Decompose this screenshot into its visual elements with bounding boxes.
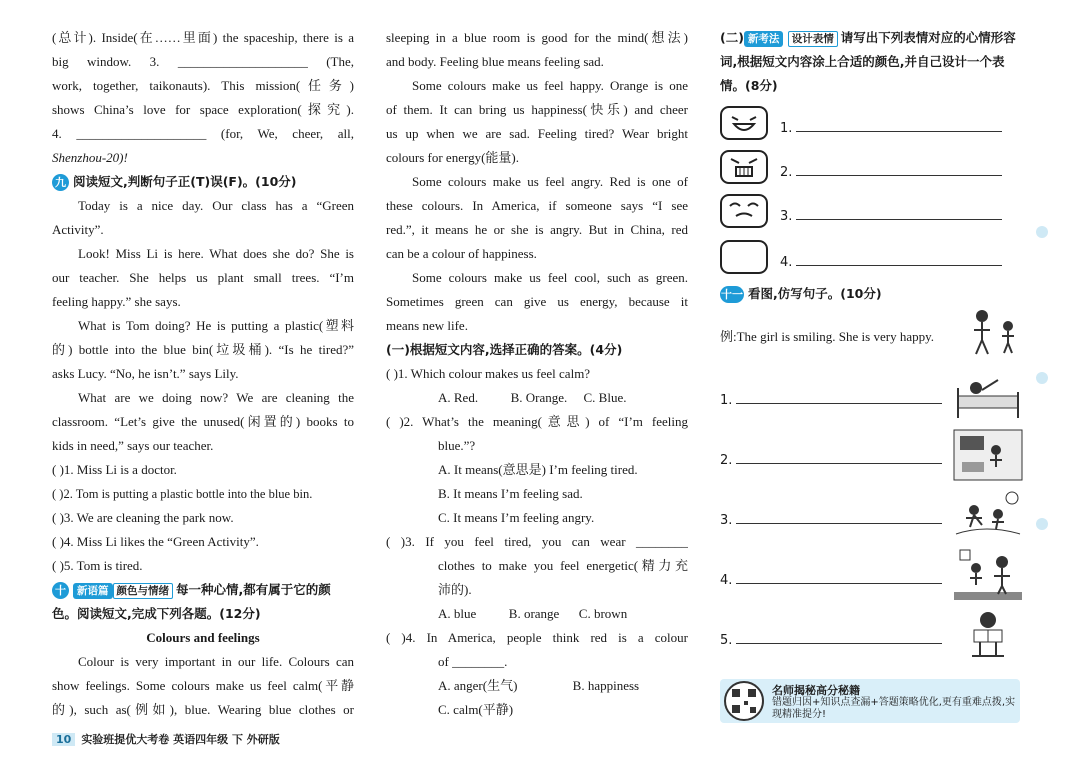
subsection-title-cont: 词,根据短文内容涂上合适的颜色,并自己设计一个表 bbox=[720, 54, 1005, 69]
mc-question-cont: clothes to make you feel energetic(精力充 bbox=[438, 558, 688, 573]
section-9-heading bbox=[52, 170, 354, 194]
tf-question[interactable]: ( )4. Miss Li likes the “Green Activity”. bbox=[52, 534, 259, 549]
section-title: 阅读短文,判断句子正(T)误(F)。(10分) bbox=[73, 174, 297, 189]
passage-line: classroom. “Let’s give the unused(闲置的) books to bbox=[52, 414, 354, 429]
section-11-heading bbox=[720, 282, 1024, 306]
passage-line: 的) bottle into the blue bin(垃圾桶). “Is he tired?” bbox=[52, 342, 354, 357]
face-number: 2. bbox=[780, 165, 793, 180]
passage-line: What is Tom doing? He is putting a plastic(塑料 bbox=[78, 318, 354, 333]
tips-title: 名师揭秘高分秘籍 bbox=[772, 684, 860, 697]
item-number: 5. bbox=[720, 633, 733, 648]
face-number: 4. bbox=[780, 255, 793, 270]
subsection-title: 请写出下列表情对应的心情形容 bbox=[840, 30, 1016, 45]
subsection-2-heading bbox=[720, 26, 1024, 50]
mc-option[interactable]: C. It means I’m feeling angry. bbox=[438, 510, 595, 525]
kids-running-illustration bbox=[952, 488, 1024, 542]
face-number: 1. bbox=[780, 121, 793, 136]
passage-line: of them. It can bring us happiness(快乐) and cheer bbox=[386, 102, 688, 117]
picture-item bbox=[720, 488, 1024, 546]
passage-line: these colours. In America, if someone says “I see bbox=[386, 198, 688, 213]
passage-line: Activity”. bbox=[52, 222, 104, 237]
face-item bbox=[720, 150, 1024, 186]
passage-line: us up when we are sad. Feeling tired? Wear bright bbox=[386, 126, 688, 141]
passage-line: asks Lucy. “No, he isn’t.” says Lily. bbox=[52, 366, 239, 381]
tf-question[interactable]: ( )2. Tom is putting a plastic bottle into the blue bin. bbox=[52, 487, 313, 501]
answer-blank[interactable] bbox=[736, 510, 942, 524]
text-line: 4. ____________________ (for, We, cheer, all, bbox=[52, 126, 354, 141]
story-title: Colours and feelings bbox=[146, 630, 260, 645]
angry-face-icon[interactable] bbox=[720, 150, 768, 184]
example-sentence: 例:The girl is smiling. She is very happy. bbox=[720, 329, 934, 344]
passage-line: feeling happy.” she says. bbox=[52, 294, 181, 309]
subsection-title-cont: 情。(8分) bbox=[720, 78, 778, 93]
picture-item bbox=[720, 548, 1024, 606]
mc-option[interactable]: B. It means I’m feeling sad. bbox=[438, 486, 583, 501]
mc-option[interactable]: C. calm(平静) bbox=[438, 702, 514, 717]
passage-line: our teacher. She helps us plant small trees. “I’m bbox=[52, 270, 354, 285]
passage-line: Some colours make us feel angry. Red is one of bbox=[412, 174, 688, 189]
mc-question[interactable]: ( )3. If you feel tired, you can wear ________ bbox=[386, 534, 688, 549]
passage-line: and body. Feeling blue means feeling sad. bbox=[386, 54, 604, 69]
section-10-heading bbox=[52, 578, 354, 602]
text-line: shows China’s love for space exploration(探究). bbox=[52, 102, 354, 117]
passage-line: show feelings. Some colours make us feel calm(平静 bbox=[52, 678, 354, 693]
new-method-tag: 新考法 bbox=[744, 31, 784, 47]
girl-smiling-illustration bbox=[952, 306, 1024, 360]
answer-blank[interactable] bbox=[736, 630, 942, 644]
passage-line: means new life. bbox=[386, 318, 468, 333]
answer-blank[interactable] bbox=[736, 570, 942, 584]
section-title: 看图,仿写句子。(10分) bbox=[748, 286, 882, 301]
passage-line: What are we doing now? We are cleaning the bbox=[78, 390, 354, 405]
column-middle bbox=[386, 26, 688, 722]
passage-line: 的), such as(例如), blue. Wearing blue clothes or bbox=[52, 702, 354, 717]
new-passage-tag: 新语篇 bbox=[73, 583, 113, 599]
text-line: work, together, taikonauts). This mission(任务) bbox=[52, 78, 354, 93]
tf-question[interactable]: ( )3. We are cleaning the park now. bbox=[52, 510, 234, 525]
section-number: 十 bbox=[52, 582, 69, 599]
column-left bbox=[52, 26, 354, 722]
item-number: 4. bbox=[720, 573, 733, 588]
picture-item bbox=[720, 428, 1024, 486]
boy-in-bed-illustration bbox=[952, 368, 1024, 422]
passage-line: Colour is very important in our life. Colours can bbox=[78, 654, 354, 669]
item-number: 2. bbox=[720, 453, 733, 468]
side-marker-icon bbox=[1036, 372, 1048, 384]
text-line: (总计). Inside(在……里面) the spaceship, there is a bbox=[52, 30, 354, 45]
text-line: Shenzhou-20)! bbox=[52, 150, 128, 165]
face-item bbox=[720, 240, 1024, 276]
mc-options[interactable]: A. anger(生气) B. happiness bbox=[438, 678, 640, 693]
item-number: 3. bbox=[720, 513, 733, 528]
picture-item bbox=[720, 608, 1024, 666]
column-right bbox=[720, 26, 1024, 676]
answer-blank[interactable] bbox=[796, 206, 1002, 220]
tf-question[interactable]: ( )5. Tom is tired. bbox=[52, 558, 143, 573]
face-item bbox=[720, 194, 1024, 230]
mc-question[interactable]: ( )2. What’s the meaning(意思) of “I’m feeling bbox=[386, 414, 688, 429]
item-number: 1. bbox=[720, 393, 733, 408]
classroom-illustration bbox=[952, 428, 1024, 482]
passage-line: red.”, it means he or she is angry. But in China, red bbox=[386, 222, 688, 237]
teacher-tips-box bbox=[720, 679, 1020, 723]
passage-line: kids in need,” says our teacher. bbox=[52, 438, 214, 453]
answer-blank[interactable] bbox=[796, 252, 1002, 266]
mc-question[interactable]: ( )1. Which colour makes us feel calm? bbox=[386, 366, 591, 381]
reading-girl-illustration bbox=[952, 608, 1024, 662]
passage-line: sleeping in a blue room is good for the mind(想法) bbox=[386, 30, 688, 45]
tf-question[interactable]: ( )1. Miss Li is a doctor. bbox=[52, 462, 177, 477]
tips-body: 错题归因+知识点查漏+答题策略优化,更有重难点拨,实现精准提分! bbox=[772, 697, 1016, 720]
mc-options[interactable]: A. Red. B. Orange. C. Blue. bbox=[438, 390, 627, 405]
parent-and-child-illustration bbox=[952, 548, 1024, 602]
mc-question-cont: blue.”? bbox=[438, 438, 476, 453]
face-number: 3. bbox=[780, 209, 793, 224]
answer-blank[interactable] bbox=[736, 450, 942, 464]
section-title: 每一种心情,都有属于它的颜 bbox=[176, 582, 331, 597]
side-marker-icon bbox=[1036, 518, 1048, 530]
passage-line: Some colours make us feel happy. Orange is one bbox=[412, 78, 688, 93]
laughing-face-icon[interactable] bbox=[720, 106, 768, 140]
mc-option[interactable]: A. It means(意思是) I’m feeling tired. bbox=[438, 462, 638, 477]
example-item bbox=[720, 306, 1024, 364]
mc-options[interactable]: A. blue B. orange C. brown bbox=[438, 606, 628, 621]
mc-question-cont: of ________. bbox=[438, 654, 508, 669]
blank-face-icon[interactable] bbox=[720, 240, 768, 274]
face-item bbox=[720, 106, 1024, 142]
subsection-1-heading: (一)根据短文内容,选择正确的答案。(4分) bbox=[386, 342, 623, 357]
passage-line: Sometimes green can give us energy, because it bbox=[386, 294, 688, 309]
book-title: 实验班提优大考卷 英语四年级 下 外研版 bbox=[81, 733, 280, 746]
subsection-prefix: (二) bbox=[720, 30, 744, 45]
passage-line: can be a colour of happiness. bbox=[386, 246, 537, 261]
answer-blank[interactable] bbox=[796, 162, 1002, 176]
answer-blank[interactable] bbox=[736, 390, 942, 404]
mc-question[interactable]: ( )4. In America, people think red is a colour bbox=[386, 630, 688, 645]
passage-line: Look! Miss Li is here. What does she do? She is bbox=[78, 246, 354, 261]
passage-line: Today is a nice day. Our class has a “Green bbox=[78, 198, 354, 213]
passage-line: Some colours make us feel cool, such as green. bbox=[412, 270, 688, 285]
page-number: 10 bbox=[52, 733, 75, 746]
page-footer bbox=[52, 731, 280, 747]
answer-blank[interactable] bbox=[796, 118, 1002, 132]
section-title-cont: 色。阅读短文,完成下列各题。(12分) bbox=[52, 606, 261, 621]
text-line: big window. 3. ____________________ (The, bbox=[52, 54, 354, 69]
section-number: 九 bbox=[52, 174, 69, 191]
picture-item bbox=[720, 368, 1024, 426]
passage-line: colours for energy(能量). bbox=[386, 150, 519, 165]
topic-tag: 设计表情 bbox=[788, 31, 838, 47]
side-marker-icon bbox=[1036, 226, 1048, 238]
tired-face-icon[interactable] bbox=[720, 194, 768, 228]
mc-question-cont: 沛的). bbox=[438, 582, 472, 597]
qr-code-icon[interactable] bbox=[724, 681, 764, 721]
section-number: 十一 bbox=[721, 288, 743, 301]
topic-tag: 颜色与情绪 bbox=[113, 583, 174, 599]
